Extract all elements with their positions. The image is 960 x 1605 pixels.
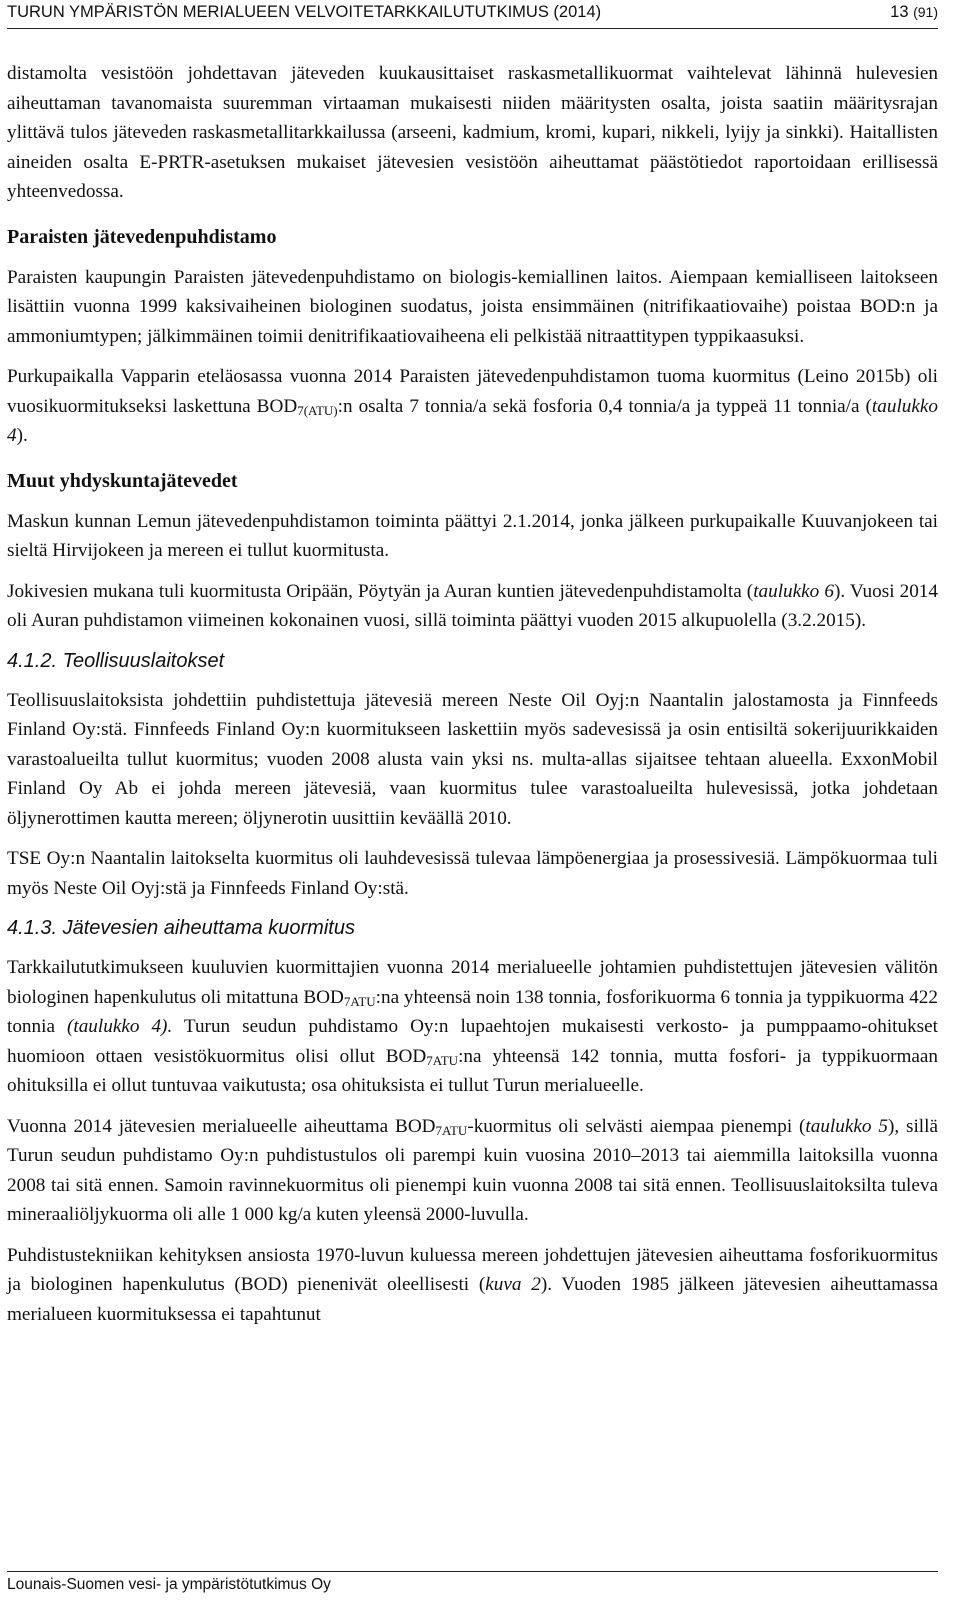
paragraph-7: TSE Oy:n Naantalin laitokselta kuormitus oli lauhdevesissä tulevaa lämpöenergiaa ja prosessivesiä. Lämpökuormaa tuli myös Neste Oil Oyj:stä ja Finnfeeds Finland Oy:stä.	[7, 848, 938, 899]
paragraph-8: Tarkkailututkimukseen kuuluvien kuormittajien vuonna 2014 merialueelle johtamien puhdistettujen jätevesien välitön biologinen hapenkulutus oli mitattuna $BOD_{7ATU}:na$ yhteensä noin 138 tonnia, fosforikuorma 6 tonnia ja typpikuorma 422 tonnia (taulukko 4). Turun seudun puhdistamo Oy:n lupaehtojen mukaisesti verkosto- ja pumppaamo-ohitukset huomioon ottaen vesistökuormitus olisi ollut $BOD_{7ATU}:na$ yhteensä 142 tonnia, mutta fosfori- ja typpikuormaan ohituksilla ei ollut tuntuvaa vaikutusta; osa ohituksista ei tullut Turun merialueelle.	[7, 957, 939, 1096]
paragraph-1: distamolta vesistöön johdettavan jäteveden kuukausittaiset raskasmetallikuormat vaihtelevat lähinnä hulevesien aiheuttaman tavanomaista suuremman virtaaman mukaisesti niiden määritysten osalta, joista saatiin määritysrajan ylittävä tulos jäteveden raskasmetallitarkkailussa (arseeni, kadmium, kromi, kupari, nikkeli, lyijy ja sinkki). Haitallisten aineiden osalta E-PRTR-asetuksen mukaiset jätevesien vesistöön aiheuttamat päästötiedot raportoidaan erillisessä yhteenvedossa.	[7, 63, 938, 202]
page-number-current: 13	[890, 3, 909, 21]
paragraph-2: Paraisten kaupungin Paraisten jätevedenpuhdistamo on biologis-kemiallinen laitos. Aiempaan kemialliseen laitokseen lisättiin vuonna 1999 kaksivaiheinen biologinen suodatus, joista ensimmäinen (nitrifikaatiovaihe) poistaa BOD:n ja ammoniumtypen; jälkimmäinen toimii denitrifikaatiovaiheena eli pelkistää nitraattitypen typpikaasuksi.	[7, 266, 938, 347]
heading-paraisten: Paraisten jätevedenpuhdistamo	[7, 225, 277, 248]
paragraph-6: Teollisuuslaitoksista johdettiin puhdistettuja jätevesiä mereen Neste Oil Oyj:n Naantalin jalostamosta ja Finnfeeds Finland Oy:stä. Finnfeeds Finland Oy:n kuormitukseen laskettiin myös sadevesissä ja osin entisiltä sokerijuurikkaiden varastoalueilta tullut kuormitus; vuoden 2008 alusta vain yksi ns. multa-allas sijaitsee tehtaan alueella. ExxonMobil Finland Oy Ab ei johda mereen jätevesiä, vaan kuormitus tulee varastoalueilta hulevesissä, jotka johdetaan öljynerottimen kautta mereen; öljynerotin uusittiin keväällä 2010.	[7, 689, 938, 829]
body-text	[7, 59, 938, 1340]
heading-kuormitus: 4.1.3. Jätevesien aiheuttama kuormitus	[7, 917, 355, 939]
paragraph-9: Vuonna 2014 jätevesien merialueelle aiheuttama $BOD_{7ATU}$-kuormitus oli selvästi aiempaa pienempi (taulukko 5), sillä Turun seudun puhdistamo Oy:n puhdistustulos oli parempi kuin vuosina 2010–2013 tai aiemmilla laitoksilla vuonna 2008 tai sitä ennen. Samoin ravinnekuormitus oli pienempi kuin vuonna 2008 tai sitä ennen. Teollisuuslaitoksilta tuleva mineraaliöljykuorma oli alle 1 000 kg/a kuten yleensä 2000-luvulla.	[7, 1115, 938, 1225]
paragraph-10: Puhdistustekniikan kehityksen ansiosta 1970-luvun kuluessa mereen johdettujen jätevesien aiheuttama fosforikuormitus ja biologinen hapenkulutus (BOD) pienenivät oleellisesti (kuva 2). Vuoden 1985 jälkeen jätevesien aiheuttamassa merialueen kuormituksessa ei tapahtunut	[7, 1244, 938, 1325]
page-number	[890, 3, 938, 22]
heading-teollisuuslaitokset: 4.1.2. Teollisuuslaitokset	[7, 649, 225, 672]
paragraph-5: Jokivesien mukana tuli kuormitusta Oripään, Pöytyän ja Auran kuntien jätevedenpuhdistamolta (taulukko 6). Vuosi 2014 oli Auran puhdistamon viimeinen kokonainen vuosi, sillä toiminta päättyi vuoden 2015 alkupuolella (3.2.2015).	[7, 580, 938, 631]
paragraph-3: Purkupaikalla Vapparin eteläosassa vuonna 2014 Paraisten jätevedenpuhdistamon tuoma kuormitus (Leino 2015b) oli vuosikuormitukseksi laskettuna $BOD_{7(ATU)}:n$ osalta 7 tonnia/a sekä fosforia 0,4 tonnia/a ja typpeä 11 tonnia/a (taulukko 4).	[7, 366, 938, 446]
header-rule	[7, 28, 938, 29]
footer-publisher: Lounais-Suomen vesi- ja ympäristötutkimus Oy	[7, 1576, 331, 1593]
footer-rule	[7, 1571, 938, 1572]
running-header-title: TURUN YMPÄRISTÖN MERIALUEEN VELVOITETARKKAILUTUTKIMUS (2014)	[7, 3, 602, 21]
paragraph-4: Maskun kunnan Lemun jätevedenpuhdistamon toiminta päättyi 2.1.2014, jonka jälkeen purkupaikalle Kuuvanjokeen tai sieltä Hirvijokeen ja mereen ei tullut kuormitusta.	[7, 510, 938, 561]
page-number-total: (91)	[913, 4, 938, 20]
heading-muut: Muut yhdyskuntajätevedet	[7, 469, 238, 492]
